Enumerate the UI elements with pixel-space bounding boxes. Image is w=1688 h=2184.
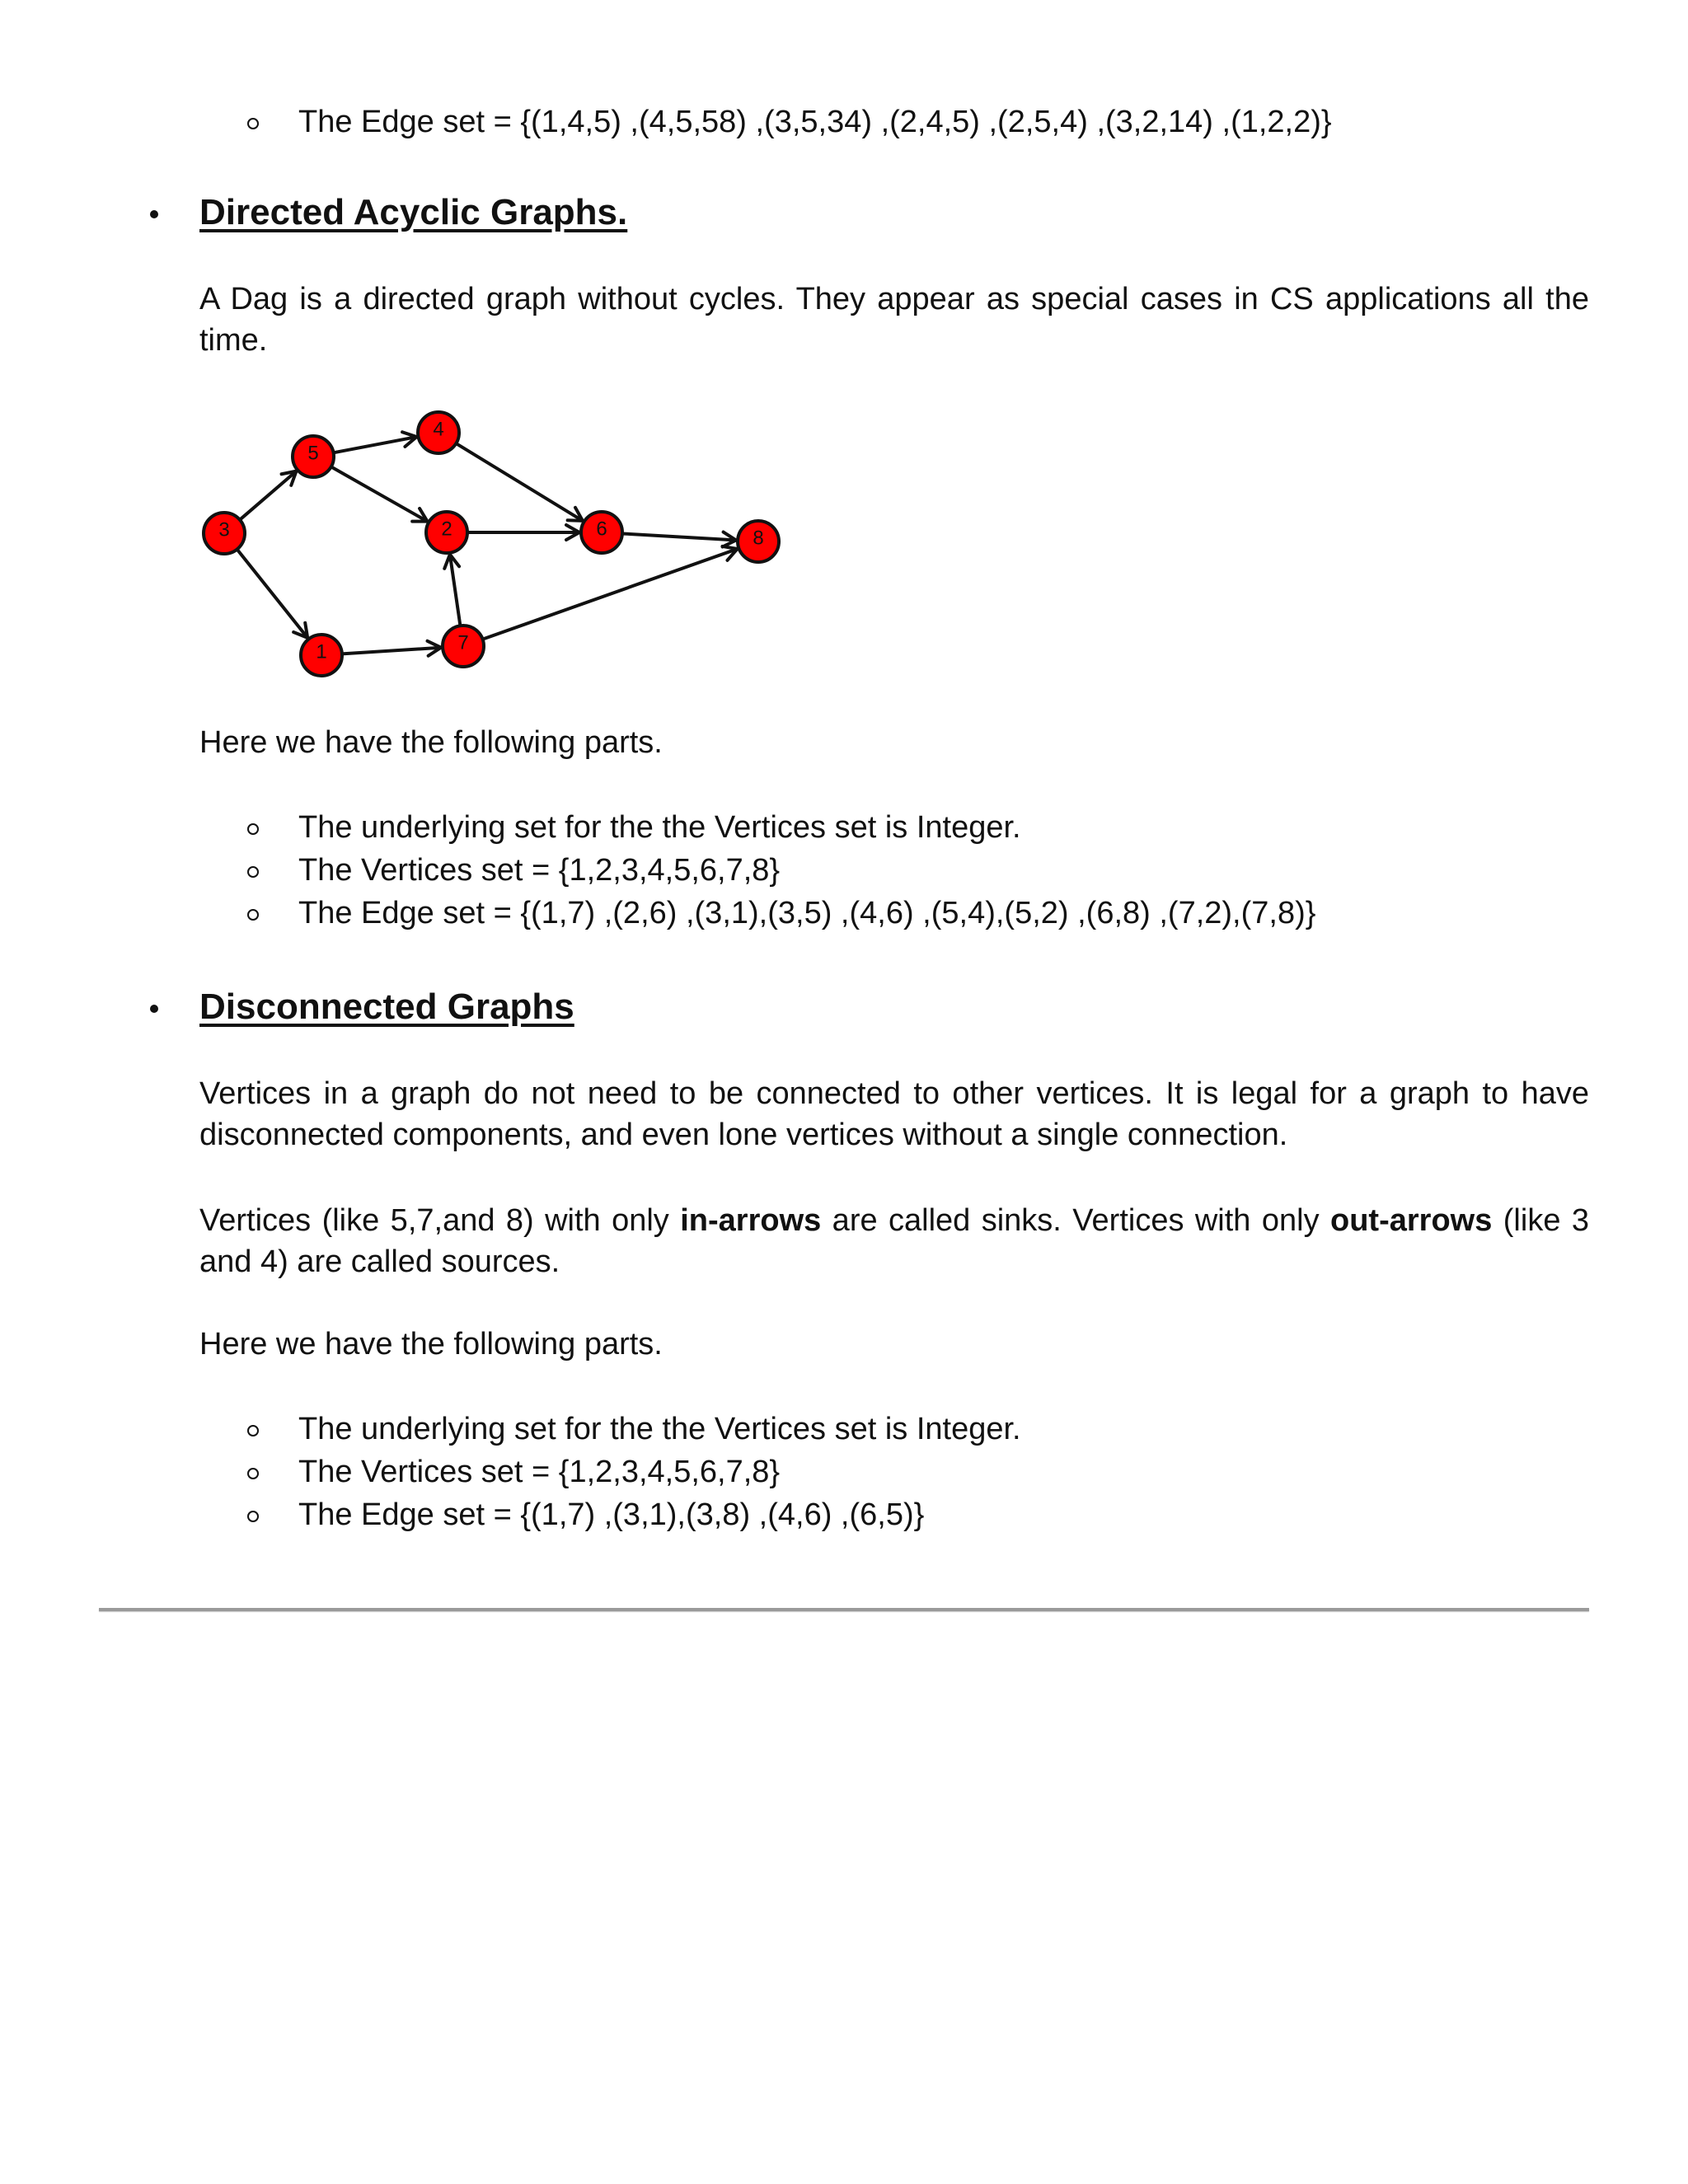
edge-line (237, 550, 308, 638)
hollow-bullet-icon (247, 866, 259, 878)
list-item-text: The underlying set for the the Vertices set is Integer. (298, 810, 1021, 845)
bullet-icon (150, 1005, 158, 1013)
list-item-text: The Edge set = {(1,4,5) ,(4,5,58) ,(3,5,34) ,(2,4,5) ,(2,5,4) ,(3,2,14) ,(1,2,2)} (298, 105, 1332, 139)
hollow-bullet-icon (247, 1511, 259, 1522)
edge-6-8 (622, 532, 736, 547)
edge-7-8 (483, 546, 738, 640)
edge-line (342, 648, 441, 654)
list-item-text: The Edge set = {(1,7) ,(2,6) ,(3,1),(3,5) ,(4,6) ,(5,4),(5,2) ,(6,8) ,(7,2),(7,8)} (298, 896, 1316, 930)
edge-line (456, 443, 583, 521)
node-label: 2 (441, 518, 452, 541)
edge-1-7 (342, 641, 441, 656)
edge-3-5 (240, 471, 297, 520)
graph-node-5 (293, 436, 334, 477)
node-label: 8 (753, 527, 764, 550)
edge-5-4 (334, 432, 417, 452)
bullet-icon (150, 210, 158, 218)
graph-node-4 (418, 412, 459, 453)
disconnected-parts-lead: Here we have the following parts. (199, 1327, 663, 1361)
node-label: 1 (316, 640, 327, 663)
edge-line (331, 466, 428, 521)
graph-node-6 (581, 512, 622, 553)
edge-7-2 (444, 555, 460, 626)
list-item-text: The Vertices set = {1,2,3,4,5,6,7,8} (298, 853, 781, 888)
text-run: Vertices (like 5,7,and 8) with only (199, 1203, 681, 1238)
dag-intro-paragraph: A Dag is a directed graph without cycles. They appear as special cases in CS applications all the time. (199, 282, 1589, 358)
list-item-text: The Vertices set = {1,2,3,4,5,6,7,8} (298, 1455, 781, 1489)
edge-line (240, 471, 297, 520)
hollow-bullet-icon (247, 909, 259, 921)
bold-term-out-arrows: out-arrows (1330, 1203, 1493, 1238)
dag-diagram (190, 404, 799, 684)
node-label: 5 (307, 442, 319, 465)
dag-parts-lead: Here we have the following parts. (199, 725, 663, 760)
edge-5-2 (331, 466, 428, 521)
graph-node-7 (443, 626, 484, 667)
node-label: 4 (433, 418, 444, 441)
node-label: 6 (596, 518, 607, 541)
heading-text: Directed Acyclic Graphs. (199, 192, 628, 232)
node-label: 3 (218, 518, 230, 541)
graph-node-2 (426, 512, 467, 553)
page-divider (99, 1608, 1589, 1611)
hollow-bullet-icon (247, 118, 259, 129)
edge-line (622, 533, 736, 540)
node-label: 7 (457, 631, 469, 654)
list-item-text: The underlying set for the the Vertices set is Integer. (298, 1412, 1021, 1446)
edge-line (334, 437, 417, 452)
text-run: are called sinks. Vertices with only (821, 1203, 1330, 1238)
hollow-bullet-icon (247, 1425, 259, 1436)
edge-line (483, 549, 738, 640)
heading-text: Disconnected Graphs (199, 987, 574, 1027)
graph-node-8 (738, 521, 779, 562)
disconnected-paragraph-1: Vertices in a graph do not need to be connected to other vertices. It is legal for a graph to have disconnected components, and even lone vertices without a single connection. (199, 1076, 1589, 1152)
graph-node-3 (204, 513, 245, 554)
edge-3-1 (237, 550, 308, 638)
graph-node-1 (301, 635, 342, 676)
text-run: (like 3 and 4) are called sources. (199, 1203, 1590, 1279)
hollow-bullet-icon (247, 823, 259, 835)
hollow-bullet-icon (247, 1468, 259, 1479)
edge-2-6 (467, 525, 579, 540)
edge-4-6 (456, 443, 583, 521)
bold-term-in-arrows: in-arrows (680, 1203, 822, 1238)
disconnected-paragraph-2 (199, 1200, 1589, 1282)
list-item-text: The Edge set = {(1,7) ,(3,1),(3,8) ,(4,6) ,(6,5)} (298, 1497, 925, 1532)
